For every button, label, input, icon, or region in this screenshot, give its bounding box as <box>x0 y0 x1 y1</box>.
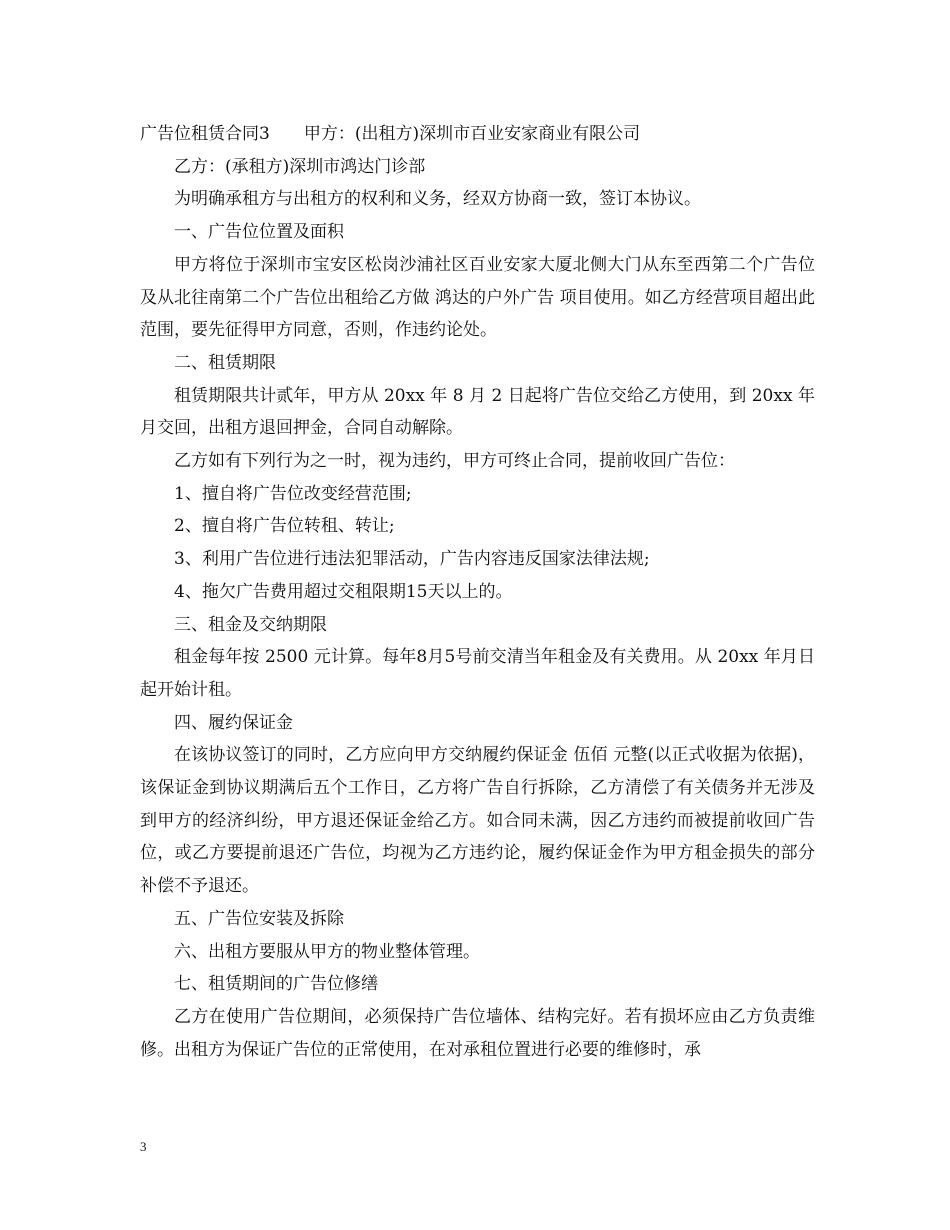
section-2-paragraph: 租赁期限共计贰年，甲方从 20xx 年 8 月 2 日起将广告位交给乙方使用，到 20xx 年月交回，出租方退回押金，合同自动解除。 <box>140 385 815 439</box>
page-number: 3 <box>140 1139 147 1154</box>
section-1-paragraph: 甲方将位于深圳市宝安区松岗沙浦社区百业安家大厦北侧大门从东至西第二个广告位及从北往南第二个广告位出租给乙方做 鸿达的户外广告 项目使用。如乙方经营项目超出此范围，要先征得甲方同意，否则，作违约论处。 <box>140 254 815 341</box>
section-heading-7: 七、租赁期间的广告位修缮 <box>174 974 378 995</box>
party-a-line: 甲方：(出租方)深圳市百业安家商业有限公司 <box>303 124 641 144</box>
section-heading-4: 四、履约保证金 <box>174 712 293 733</box>
section-3-paragraph: 租金每年按 2500 元计算。每年8月5号前交清当年租金及有关费用。从 20xx 年月日起开始计租。 <box>140 647 815 700</box>
section-heading-6: 六、出租方要服从甲方的物业整体管理。 <box>174 941 480 962</box>
section-heading-2: 二、租赁期限 <box>174 352 276 373</box>
preamble-paragraph: 为明确承租方与出租方的权利和义务，经双方协商一致，签订本协议。 <box>174 189 701 210</box>
section-7-paragraph: 乙方在使用广告位期间，必须保持广告位墙体、结构完好。若有损坏应由乙方负责维修。出租方为保证广告位的正常使用，在对承租位置进行必要的维修时，承 <box>140 1006 815 1060</box>
party-b-line: 乙方：(承租方)深圳市鸿达门诊部 <box>174 156 426 177</box>
section-heading-5: 五、广告位安装及拆除 <box>174 908 344 929</box>
section-4-paragraph: 在该协议签订的同时，乙方应向甲方交纳履约保证金 伍佰 元整(以正式收据为依据)，该保证金到协议期满后五个工作日，乙方将广告自行拆除，乙方清偿了有关债务并无涉及到甲方的经济纠纷，甲方退还保证金给乙方。如合同未满，因乙方违约而被提前收回广告位，或乙方要提前退还广告位，均视为乙方违约论，履约保证金作为甲方租金损失的部分补偿不予退还。 <box>140 745 815 897</box>
breach-item: 2、擅自将广告位转租、转让; <box>174 516 395 537</box>
header-line <box>140 118 815 151</box>
breach-item: 4、拖欠广告费用超过交租限期15天以上的。 <box>174 581 513 602</box>
breach-item: 1、擅自将广告位改变经营范围; <box>174 483 412 504</box>
document-body <box>140 118 815 1066</box>
breach-intro-paragraph: 乙方如有下列行为之一时，视为违约，甲方可终止合同，提前收回广告位： <box>174 451 735 472</box>
breach-item: 3、利用广告位进行违法犯罪活动，广告内容违反国家法律法规; <box>174 549 650 570</box>
section-heading-3: 三、租金及交纳期限 <box>174 614 327 635</box>
section-heading-1: 一、广告位位置及面积 <box>174 222 344 243</box>
document-title: 广告位租赁合同3 <box>140 124 270 144</box>
